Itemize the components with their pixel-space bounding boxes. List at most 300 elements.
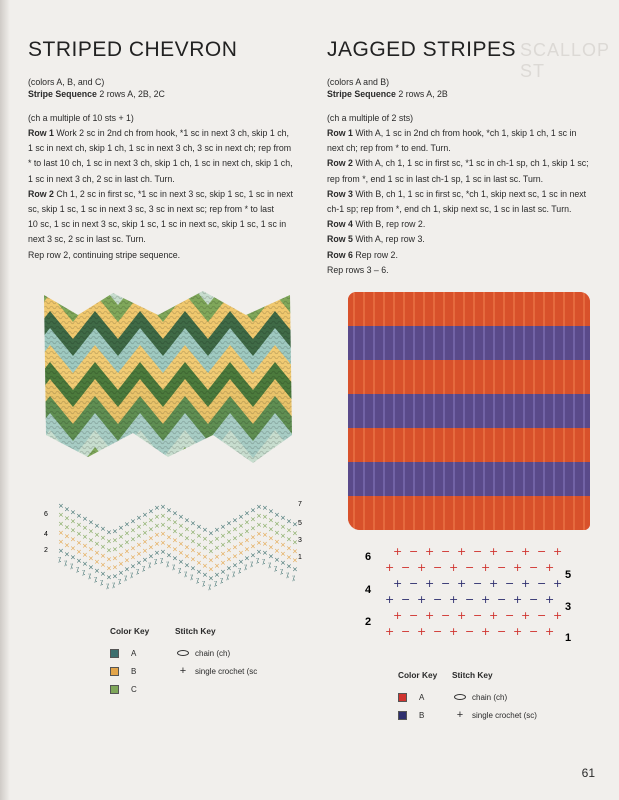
sc-symbol: +: [385, 593, 395, 606]
sc-symbol: ×: [286, 562, 292, 571]
sc-symbol: ×: [94, 557, 100, 566]
sc-symbol: ×: [88, 545, 94, 554]
instruction-line: [28, 217, 313, 232]
sc-symbol: ×: [100, 534, 106, 543]
yarn-stripe: [38, 285, 296, 306]
sc-symbol: +: [449, 593, 459, 606]
row-label: Row 6: [327, 249, 353, 260]
sc-symbol: ×: [202, 571, 208, 580]
sc-symbol: ×: [82, 533, 88, 542]
sc-symbol: ×: [274, 555, 280, 564]
sc-symbol: ×: [82, 515, 88, 524]
sc-symbol: ×: [166, 524, 172, 533]
sc-symbol: ×: [148, 507, 154, 516]
color-key-item: A: [398, 688, 437, 706]
sc-symbol: ×: [250, 542, 256, 551]
sc-symbol: ×: [160, 539, 166, 548]
chain-symbol: −: [473, 577, 483, 590]
sc-symbol: ×: [142, 546, 148, 555]
instruction-line: [28, 156, 313, 171]
sc-symbol: +: [489, 577, 499, 590]
color-swatch: [398, 693, 407, 702]
sc-symbol: +: [481, 593, 491, 606]
sc-symbol: ×: [118, 524, 124, 532]
row-text: sc, skip 1 sc, 1 sc in next 3 sc, 3 sc in next sc; rep from * to last: [28, 204, 274, 215]
sc-symbol: ⁒: [256, 557, 260, 566]
stripe-sequence-value: 2 rows A, 2B, 2C: [99, 89, 165, 99]
instruction-line: [28, 172, 313, 187]
sc-symbol: ×: [148, 534, 154, 543]
sc-symbol: ×: [82, 542, 88, 551]
sc-symbol: ×: [184, 534, 190, 543]
chain-symbol: −: [529, 625, 539, 638]
sc-symbol: +: [489, 545, 499, 558]
sc-symbol: ×: [184, 543, 190, 552]
sc-symbol: ×: [106, 546, 112, 555]
sc-symbol: ×: [136, 559, 142, 568]
sc-symbol: +: [393, 609, 403, 622]
color-key: [110, 626, 149, 698]
sc-symbol: ×: [112, 563, 118, 572]
sc-symbol: ×: [88, 554, 94, 563]
chain-symbol: −: [401, 561, 411, 574]
instruction-line: [327, 217, 607, 232]
chain-symbol: −: [497, 625, 507, 638]
sc-symbol: +: [385, 561, 395, 574]
sc-symbol: ⁒: [274, 564, 278, 573]
sc-symbol: ×: [196, 540, 202, 549]
instruction-line: [28, 126, 313, 141]
sc-symbol: ⁒: [190, 573, 194, 582]
sc-symbol: +: [425, 577, 435, 590]
sc-symbol: ×: [154, 540, 160, 549]
sc-symbol: ×: [172, 554, 178, 563]
page-number: 61: [581, 766, 595, 780]
sc-symbol: ×: [124, 529, 130, 538]
chain-symbol: −: [537, 577, 547, 590]
sc-symbol: ×: [184, 552, 190, 561]
sc-symbol: +: [545, 625, 555, 638]
sc-symbol: ×: [64, 532, 70, 541]
sc-symbol: +: [417, 625, 427, 638]
sc-symbol: ⁒: [70, 562, 74, 571]
yarn-stripe: [348, 326, 590, 344]
sc-symbol: ×: [292, 529, 298, 538]
sc-symbol: ×: [250, 551, 256, 560]
sc-symbol: ×: [172, 509, 178, 518]
sc-symbol: ⁒: [124, 574, 128, 583]
sc-symbol: ×: [274, 537, 280, 546]
sc-symbol: ×: [82, 560, 88, 569]
sc-symbol: ×: [274, 519, 280, 528]
sc-symbol: ×: [274, 546, 280, 555]
sc-symbol: ×: [166, 542, 172, 551]
sc-symbol: +: [417, 593, 427, 606]
chart-row-number: 7: [298, 501, 302, 508]
sc-symbol: ×: [184, 561, 190, 570]
sc-symbol: ×: [88, 518, 94, 527]
sc-symbol: ×: [118, 560, 124, 568]
sc-symbol: ×: [112, 554, 118, 563]
sc-symbol: ×: [160, 521, 166, 530]
sc-symbol: ×: [64, 514, 70, 523]
sc-symbol: ×: [244, 509, 250, 518]
sc-symbol: ×: [274, 528, 280, 537]
sc-symbol: ×: [262, 522, 268, 531]
sc-symbol: +: [521, 545, 531, 558]
chain-symbol: −: [473, 609, 483, 622]
instruction-line: [28, 232, 313, 247]
row-text: With B, ch 1, 1 sc in first sc, *ch 1, skip next sc, 1 sc in next: [355, 188, 587, 199]
instruction-line: [327, 141, 607, 156]
sc-symbol: ⁒: [292, 574, 296, 583]
sc-symbol: ×: [286, 526, 292, 535]
sc-symbol: ×: [232, 534, 238, 543]
sc-symbol: ×: [64, 505, 70, 514]
sc-symbol: ×: [250, 515, 256, 524]
row-text: 1 sc in next 3 ch, 2 sc in last ch. Turn.: [28, 173, 175, 184]
sc-symbol: ×: [58, 511, 64, 519]
sc-symbol: ×: [100, 552, 106, 561]
row-label: Row 1: [327, 128, 353, 138]
sc-symbol: ×: [250, 524, 256, 533]
yarn-stripe: [348, 479, 590, 497]
sc-symbol: ×: [256, 521, 262, 530]
sc-symbol: +: [457, 577, 467, 590]
sc-symbol: ×: [178, 549, 184, 557]
sc-symbol: ×: [100, 543, 106, 552]
sc-symbol: ×: [118, 569, 124, 577]
sc-symbol: ×: [118, 551, 124, 559]
sc-symbol: ×: [256, 539, 262, 548]
sc-symbol: ×: [178, 522, 184, 530]
sc-symbol: +: [457, 545, 467, 558]
sc-symbol: ×: [136, 541, 142, 550]
row-text: With A, ch 1, 1 sc in first sc, *1 sc in ch-1 sp, ch 1, skip 1 sc;: [355, 158, 589, 169]
row-label: Row 2: [327, 158, 353, 169]
color-swatch: [398, 711, 407, 720]
stitch-key-item: chain (ch): [452, 688, 537, 706]
sc-symbol: ×: [112, 572, 118, 581]
instruction-line: [327, 172, 607, 187]
sc-symbol: ×: [292, 556, 298, 565]
sc-symbol: +: [457, 609, 467, 622]
sc-symbol: +: [553, 609, 563, 622]
sc-symbol: +: [513, 561, 523, 574]
stripe-sequence-value: 2 rows A, 2B: [398, 89, 448, 99]
jagged-stitch-chart: [365, 543, 595, 643]
color-key-item: B: [110, 662, 149, 680]
row-text: next ch; rep from * to end. Turn.: [327, 143, 451, 154]
sc-symbol: ⁒: [208, 583, 212, 592]
color-key: [398, 670, 437, 724]
sc-symbol: ×: [238, 558, 244, 566]
sc-symbol: ×: [190, 528, 196, 537]
sc-symbol: ×: [172, 527, 178, 536]
sc-symbol: ×: [64, 541, 70, 550]
sc-symbol: ×: [94, 539, 100, 548]
sc-symbol: ⁒: [58, 556, 62, 564]
sc-symbol: +: [545, 593, 555, 606]
chain-symbol: −: [441, 577, 451, 590]
chain-symbol: −: [465, 593, 475, 606]
row-text: next 3 sc, 2 sc in last sc. Turn.: [28, 234, 146, 245]
sc-symbol: ⁒: [262, 558, 266, 567]
sc-symbol: ⁒: [178, 567, 182, 575]
sc-symbol: ×: [160, 503, 166, 512]
stripe-sequence-label: Stripe Sequence: [28, 89, 97, 99]
sc-symbol: ×: [112, 545, 118, 554]
sc-symbol: ×: [196, 567, 202, 576]
row-label: Row 2: [28, 188, 54, 199]
sc-symbol: ×: [292, 547, 298, 556]
sc-symbol: +: [393, 577, 403, 590]
color-key-item: C: [110, 680, 149, 698]
sc-symbol: ×: [220, 558, 226, 567]
yarn-stripe: [348, 309, 590, 327]
sc-symbol: +: [449, 561, 459, 574]
pattern-instructions: [327, 126, 607, 278]
color-key-item: B: [398, 706, 437, 724]
color-key-item: A: [110, 644, 149, 662]
chevron-stitch-chart: [40, 492, 310, 607]
yarn-stripe: [348, 343, 590, 361]
sc-symbol: ⁒: [232, 570, 236, 579]
sc-symbol: ⁒: [142, 564, 146, 573]
stitch-key: [452, 670, 537, 724]
sc-symbol: ×: [70, 526, 76, 535]
sc-symbol: ×: [70, 544, 76, 553]
sc-symbol: ×: [280, 532, 286, 541]
row-label: Row 5: [327, 234, 353, 245]
instruction-line: [327, 156, 607, 171]
instruction-line: [28, 141, 313, 156]
sc-symbol: ×: [160, 548, 166, 557]
chart-row-number: 6: [44, 511, 48, 518]
sc-symbol: +: [481, 625, 491, 638]
stitch-key-title: Stitch Key: [175, 626, 216, 636]
instruction-line: [28, 248, 313, 263]
sc-symbol: ⁒: [94, 575, 98, 584]
sc-symbol: ×: [208, 556, 214, 565]
chain-symbol: −: [441, 545, 451, 558]
sc-symbol: ×: [280, 514, 286, 523]
sc-symbol: ×: [238, 549, 244, 557]
sc-symbol: ×: [118, 533, 124, 541]
sc-symbol: ×: [190, 555, 196, 564]
yarn-stripe: [348, 411, 590, 429]
sc-symbol: ×: [106, 573, 112, 582]
pattern-title: STRIPED CHEVRON: [28, 38, 238, 61]
sc-symbol: ×: [58, 502, 64, 510]
sc-symbol: ×: [136, 550, 142, 559]
row-text: With A, 1 sc in 2nd ch from hook, *ch 1, skip 1 ch, 1 sc in: [355, 128, 577, 138]
sc-symbol: ×: [238, 540, 244, 548]
pattern-title: JAGGED STRIPES: [327, 38, 517, 61]
pattern-colors: (colors A and B): [327, 77, 390, 87]
yarn-stripe: [348, 462, 590, 480]
stitch-key: [175, 626, 257, 680]
sc-symbol: ×: [268, 534, 274, 543]
sc-symbol: ×: [244, 536, 250, 545]
sc-symbol: ×: [76, 538, 82, 547]
row-text: Rep row 2.: [355, 249, 398, 260]
sc-symbol: +: [521, 577, 531, 590]
sc-symbol: ×: [226, 564, 232, 573]
chain-symbol: −: [505, 609, 515, 622]
sc-symbol: ×: [256, 530, 262, 539]
sc-symbol: ×: [136, 514, 142, 523]
sc-symbol: ×: [70, 535, 76, 544]
stripe-sequence: [327, 89, 607, 99]
row-text: * to last 10 ch, 1 sc in next 3 ch, skip 1 ch, 1 sc in next ch, skip 1 ch,: [28, 158, 293, 169]
chain-symbol: −: [409, 545, 419, 558]
chart-row-number: 4: [365, 584, 372, 596]
sc-symbol: ×: [214, 571, 220, 580]
sc-symbol: ×: [166, 506, 172, 515]
sc-symbol: ⁒: [106, 582, 110, 591]
sc-symbol: ×: [148, 525, 154, 534]
chain-multiple: (ch a multiple of 2 sts): [327, 113, 414, 123]
sc-symbol: ×: [268, 516, 274, 525]
row-text: Ch 1, 2 sc in first sc, *1 sc in next 3 sc, skip 1 sc, 1 sc in next: [56, 188, 293, 199]
sc-symbol: ×: [280, 541, 286, 550]
chain-oval-icon: [177, 650, 189, 656]
sc-symbol: ×: [130, 553, 136, 562]
sc-symbol: ×: [232, 561, 238, 570]
sc-symbol: ×: [166, 551, 172, 560]
sc-symbol: ⁒: [82, 569, 86, 578]
sc-symbol: ⁒: [148, 561, 152, 570]
row-text: Rep rows 3 – 6.: [327, 264, 389, 275]
sc-symbol: ×: [214, 562, 220, 571]
sc-symbol: ×: [268, 525, 274, 534]
instruction-line: [327, 187, 607, 202]
sc-symbol: ×: [106, 537, 112, 546]
sc-symbol: ×: [142, 537, 148, 546]
chain-symbol: −: [433, 561, 443, 574]
chart-row-number: 5: [565, 569, 572, 581]
stitch-key-item: + single crochet (sc): [452, 706, 537, 724]
sc-symbol: +: [513, 625, 523, 638]
instruction-line: [28, 187, 313, 202]
sc-symbol: ×: [250, 533, 256, 542]
sc-symbol: ×: [106, 528, 112, 537]
yarn-stripe: [38, 464, 296, 470]
sc-symbol: ×: [82, 524, 88, 533]
sc-symbol: ×: [172, 536, 178, 545]
chain-symbol: −: [537, 545, 547, 558]
sc-symbol: ⁒: [112, 581, 116, 590]
sc-symbol: ×: [88, 536, 94, 545]
yarn-stripe: [348, 496, 590, 514]
sc-symbol: ×: [124, 556, 130, 565]
row-text: 1 sc in next ch, skip 1 ch, 1 sc in next 3 ch, 3 sc in next ch; rep from: [28, 143, 292, 154]
sc-symbol: ×: [190, 564, 196, 573]
sc-symbol: ⁒: [280, 568, 284, 577]
instruction-line: [28, 202, 313, 217]
chain-symbol: −: [401, 593, 411, 606]
chain-symbol: −: [409, 577, 419, 590]
sc-symbol: ×: [130, 544, 136, 553]
color-swatch: [110, 685, 119, 694]
sc-symbol: +: [545, 561, 555, 574]
row-text: Work 2 sc in 2nd ch from hook, *1 sc in next 3 ch, skip 1 ch,: [56, 128, 289, 138]
chain-symbol: −: [537, 609, 547, 622]
sc-symbol: ×: [112, 527, 118, 536]
sc-symbol: ×: [268, 507, 274, 516]
sc-symbol: ×: [88, 563, 94, 572]
sc-symbol: ×: [190, 537, 196, 546]
chain-symbol: −: [409, 609, 419, 622]
sc-symbol: ×: [142, 528, 148, 537]
chain-symbol: −: [433, 593, 443, 606]
sc-symbol: ×: [178, 513, 184, 521]
sc-symbol: ×: [190, 519, 196, 528]
sc-symbol: ×: [130, 517, 136, 526]
sc-symbol: ×: [256, 512, 262, 521]
sc-symbol: ×: [262, 549, 268, 558]
sc-symbol: ×: [172, 545, 178, 554]
sc-symbol: ×: [226, 537, 232, 546]
sc-symbol: ×: [178, 531, 184, 539]
jagged-stripes-section: [327, 38, 607, 278]
sc-symbol: ×: [226, 519, 232, 528]
chain-symbol: −: [473, 545, 483, 558]
sc-symbol: ×: [136, 532, 142, 541]
sc-symbol: ×: [232, 516, 238, 525]
stitch-key-item: + single crochet (sc: [175, 662, 257, 680]
sc-symbol: ×: [286, 535, 292, 544]
sc-symbol: ×: [292, 520, 298, 529]
sc-symbol: ×: [202, 535, 208, 544]
sc-symbol: ×: [70, 553, 76, 562]
sc-symbol: ×: [256, 548, 262, 557]
sc-symbol: ×: [70, 517, 76, 526]
chevron-swatch-photo: [38, 285, 296, 470]
instruction-line: [327, 248, 607, 263]
chain-symbol: −: [497, 593, 507, 606]
sc-symbol: +: [417, 561, 427, 574]
sc-symbol: ×: [262, 504, 268, 513]
row-text: Rep row 2, continuing stripe sequence.: [28, 249, 181, 260]
sc-symbol: ⁒: [196, 576, 200, 585]
sc-symbol: ×: [244, 518, 250, 527]
sc-symbol: ×: [196, 549, 202, 558]
row-text: With A, rep row 3.: [355, 234, 425, 245]
sc-symbol: ×: [244, 527, 250, 536]
sc-symbol: +: [513, 593, 523, 606]
row-label: Row 1: [28, 128, 54, 138]
yarn-stripe: [348, 428, 590, 446]
sc-symbol: +: [425, 609, 435, 622]
chain-symbol: −: [441, 609, 451, 622]
sc-symbol: ×: [88, 527, 94, 536]
sc-symbol: ×: [82, 551, 88, 560]
chain-symbol: −: [401, 625, 411, 638]
sc-symbol: ×: [220, 549, 226, 558]
row-text: With B, rep row 2.: [355, 219, 426, 230]
yarn-stripe: [348, 377, 590, 395]
sc-symbol: ×: [286, 553, 292, 562]
sc-symbol: ×: [76, 556, 82, 565]
yarn-stripe: [348, 292, 590, 310]
sc-symbol: ×: [124, 538, 130, 547]
chart-row-number: 3: [298, 537, 302, 544]
color-key-title: Color Key: [110, 626, 150, 636]
sc-symbol: ⁒: [286, 571, 290, 580]
sc-symbol: ×: [262, 540, 268, 549]
